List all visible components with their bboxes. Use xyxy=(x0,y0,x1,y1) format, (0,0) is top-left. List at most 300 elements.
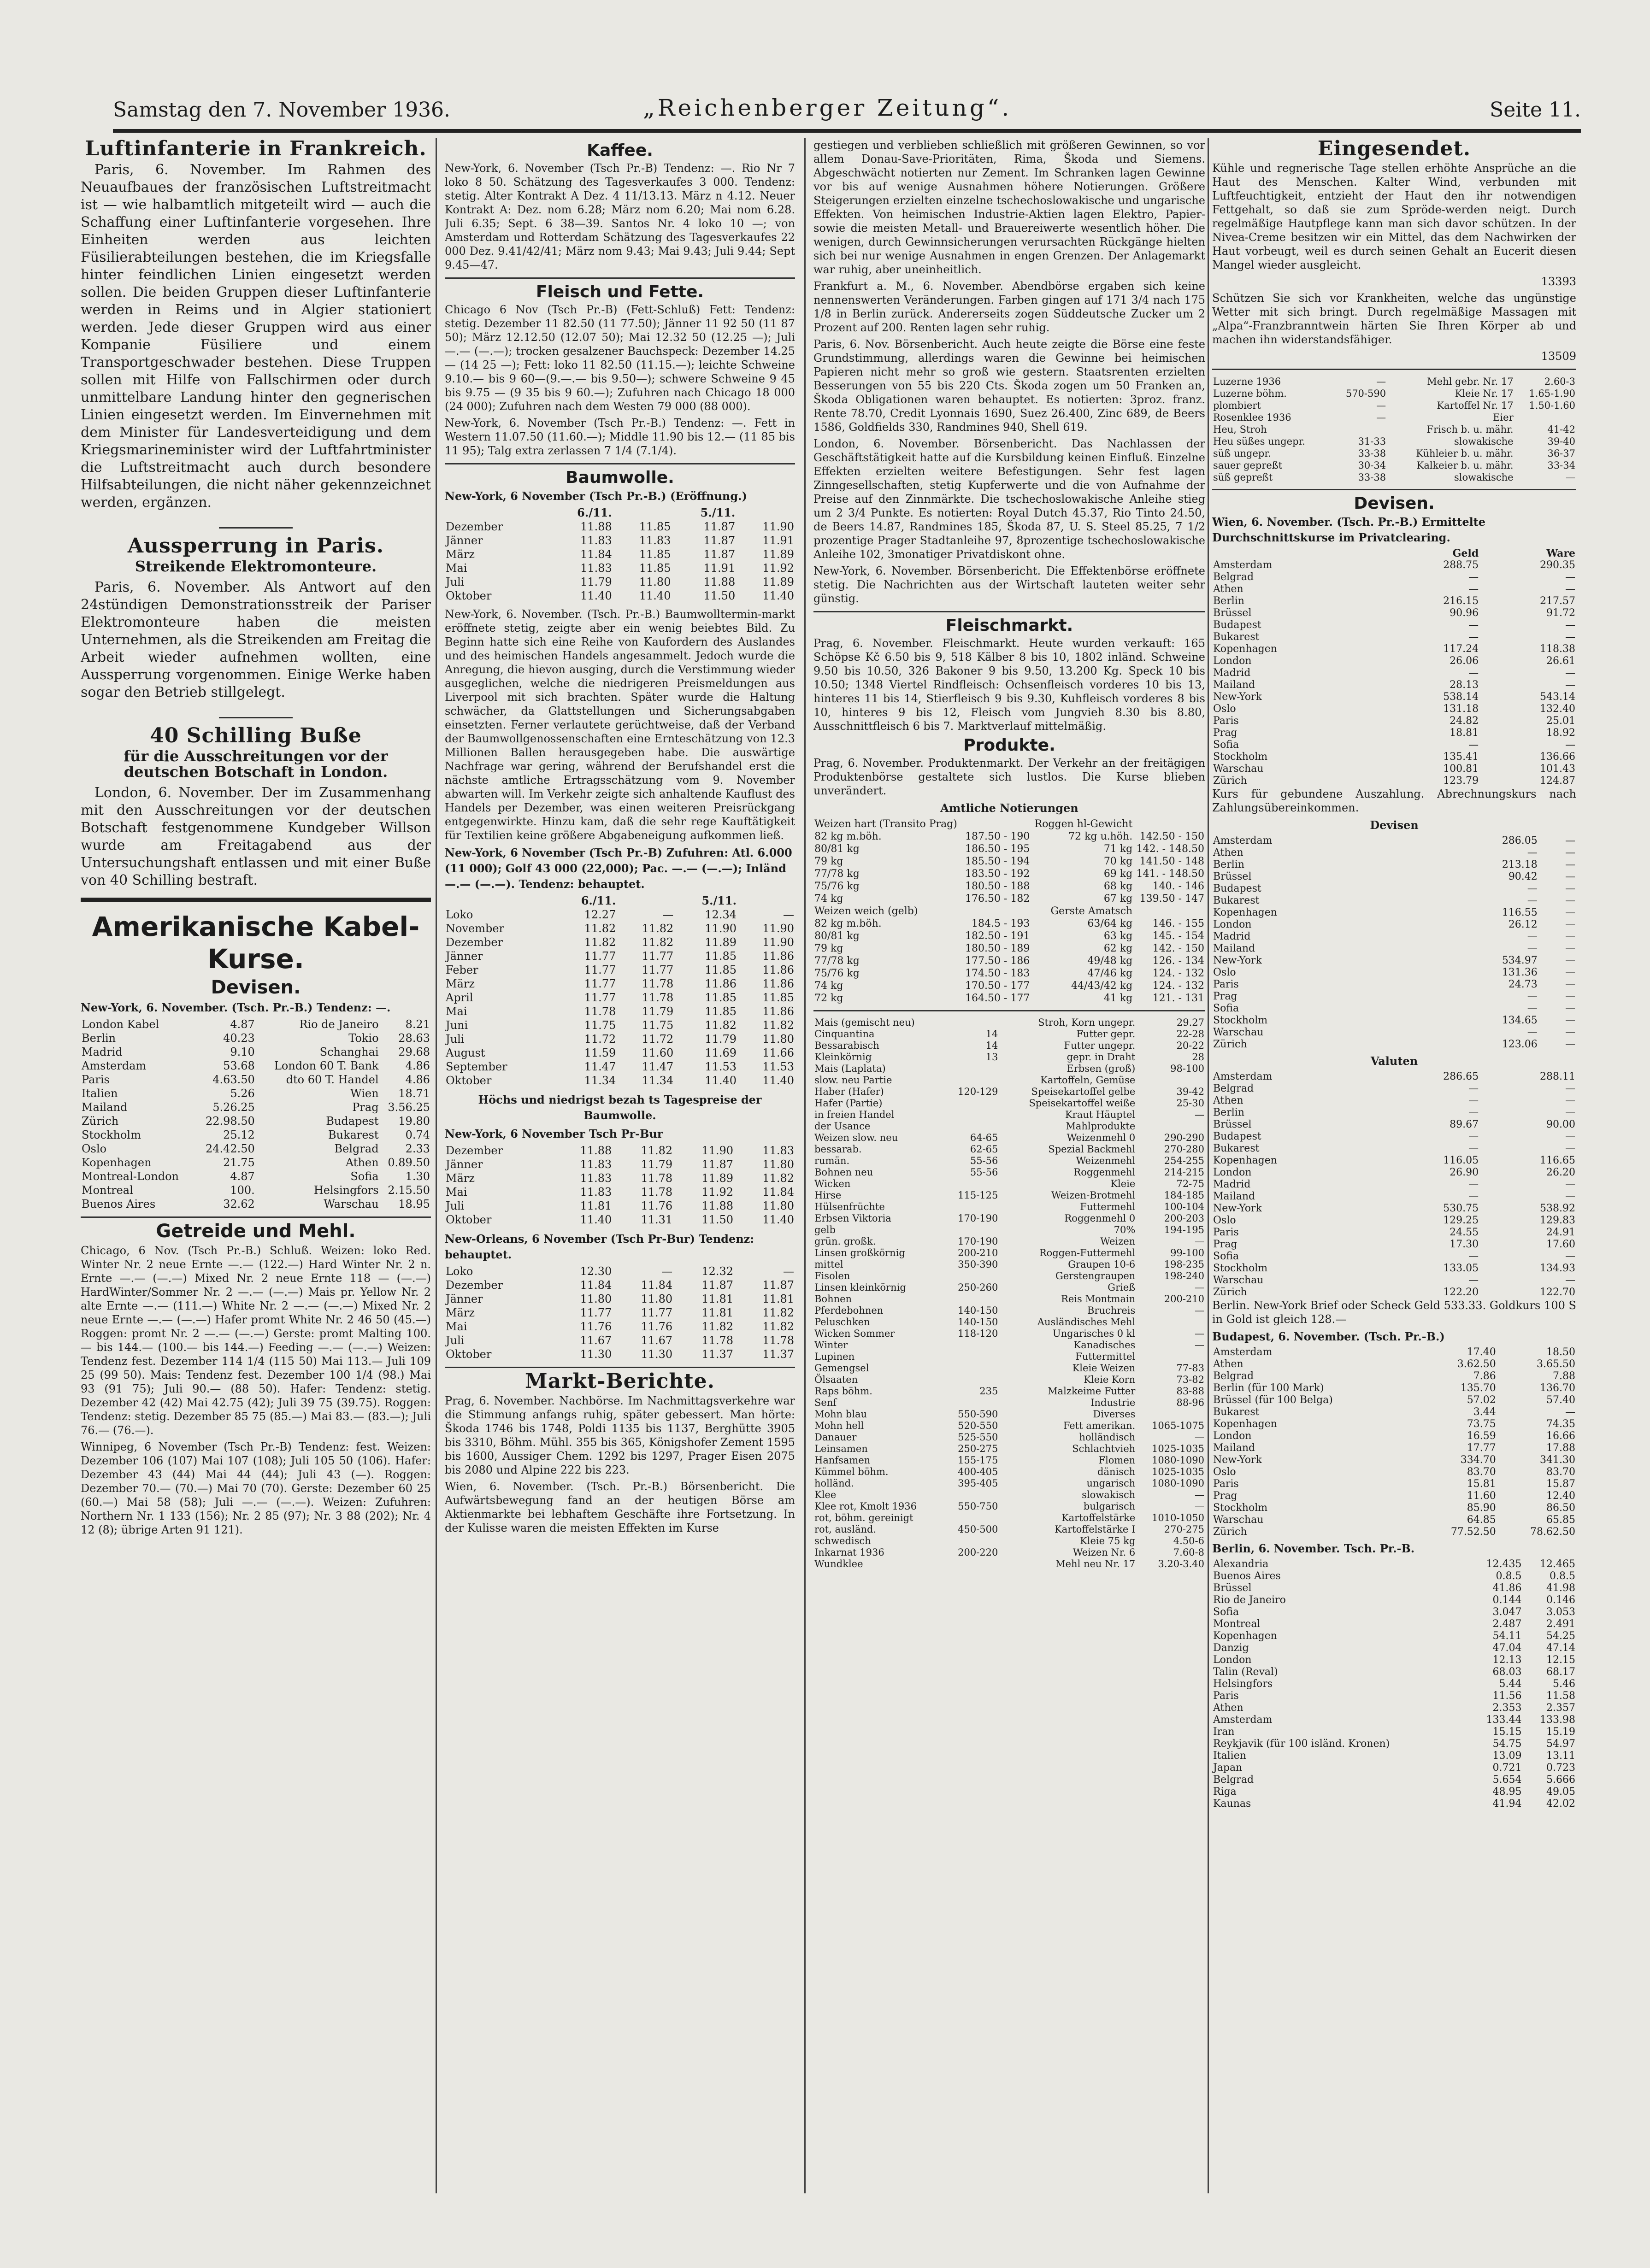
table-row xyxy=(1212,1594,1576,1606)
table-cell: 142. - 148.50 xyxy=(1136,843,1204,855)
table-cell: 538.92 xyxy=(1540,1203,1575,1214)
baumwolle-header-2: New-York, 6 November (Tsch Pr.-B) Zufuhren: Atl. 6.000 (11 000); Golf 43 000 (22,000); Pac. —.— (—.—); Inländ —.— (—.—). Tendenz: behauptet. xyxy=(445,846,792,891)
table-row xyxy=(445,963,795,977)
table-cell: 11.86 xyxy=(762,964,794,976)
table-row xyxy=(1212,1558,1576,1570)
table-cell: Kopenhagen xyxy=(1213,1155,1277,1166)
table-cell: 11.89 xyxy=(762,548,794,561)
table-row xyxy=(81,1017,431,1031)
table-cell: 11.82 xyxy=(762,1019,794,1032)
table-cell: 1065-1075 xyxy=(1152,1420,1204,1431)
table-row xyxy=(1212,1239,1576,1251)
table-cell: 11.80 xyxy=(762,1199,794,1212)
table-row xyxy=(445,1046,795,1060)
table-cell: 11.85 xyxy=(639,562,671,575)
table-cell: 0.144 xyxy=(1492,1594,1522,1606)
table-cell: 286.05 xyxy=(1502,835,1538,846)
table-cell: 180.50 - 189 xyxy=(965,943,1030,954)
table-cell xyxy=(1514,411,1576,423)
article-title-luftinfanterie: Luftinfanterie in Frankreich. xyxy=(85,138,427,160)
table-cell: Brüssel xyxy=(1213,1119,1252,1130)
table-cell: 11.82 xyxy=(762,1320,794,1333)
table-cell: 100.81 xyxy=(1443,763,1479,775)
table-cell: 1080-1090 xyxy=(1152,1455,1204,1466)
table-cell: Weizen-Brotmehl xyxy=(1051,1190,1136,1201)
table-cell: November xyxy=(446,922,505,935)
table-cell: Budapest xyxy=(1213,883,1261,894)
table-cell: 7.88 xyxy=(1553,1370,1575,1382)
table-row xyxy=(1212,979,1576,991)
produkte-text: Prag, 6. November. Produktenmarkt. Der Verkehr an der freitägigen Produktenbörse gestaltete sich lustlos. Die Kurse blieben unverändert. xyxy=(813,757,1205,797)
section-rule xyxy=(1212,489,1576,490)
table-cell: — xyxy=(1195,1328,1204,1339)
table-cell: Gerstengraupen xyxy=(1055,1270,1136,1281)
table-row xyxy=(1212,1606,1576,1618)
table-cell: 123.06 xyxy=(1502,1039,1538,1050)
table-cell: Italien xyxy=(1213,1750,1246,1762)
table-cell: Bukarest xyxy=(1213,1143,1260,1154)
table-cell: 11.92 xyxy=(701,1186,734,1199)
table-row xyxy=(445,1158,795,1171)
table-row xyxy=(813,1466,1205,1478)
table-cell: Belgrad xyxy=(1213,1083,1254,1094)
table-cell: 11.85 xyxy=(705,1005,737,1018)
table-row xyxy=(1212,1095,1576,1107)
column-header xyxy=(1212,547,1383,559)
separator xyxy=(81,707,431,723)
table-cell: 26.61 xyxy=(1546,655,1575,667)
table-cell: — xyxy=(1195,1282,1204,1293)
table-cell: 39-40 xyxy=(1547,436,1575,447)
table-row xyxy=(1212,1027,1576,1039)
section-title-marktberichte: Markt-Berichte. xyxy=(525,1369,715,1393)
table-cell: 11.83 xyxy=(580,562,612,575)
baumwolle-table-1 xyxy=(445,506,795,603)
table-cell: Weizenmehl xyxy=(1076,1155,1136,1166)
table-cell: 12.34 xyxy=(705,908,737,921)
table-cell: 126. - 134 xyxy=(1152,955,1204,967)
table-cell: Amsterdam xyxy=(1213,1071,1273,1082)
table-row xyxy=(445,1018,795,1032)
table-cell: März xyxy=(446,1306,475,1319)
table-cell: Flomen xyxy=(1098,1455,1136,1466)
table-cell: Amsterdam xyxy=(1213,1346,1273,1358)
table-cell: Heu süßes ungepr. xyxy=(1213,436,1305,447)
table-cell: 286.65 xyxy=(1443,1071,1479,1082)
table-cell: Prag xyxy=(1213,1239,1238,1250)
table-cell xyxy=(946,1363,999,1374)
table-cell: 11.50 xyxy=(703,589,736,602)
table-cell: 350-390 xyxy=(958,1259,998,1270)
table-cell: 11.79 xyxy=(642,1005,674,1018)
table-cell: Mohn hell xyxy=(814,1420,864,1431)
markt-text: Prag, 6. November. Nachbörse. Im Nachmittagsverkehre war die Stimmung anfangs ruhig, später gebessert. Man hörte: Škoda 1746 bis 1748, Poldi 1135 bis 1137, Berghütte 3905 bis 3310, Böhm. Mühl. 355 bis 365, Königshofer Zement 1595 bis 1600, Aussiger Chem. 1292 bis 1297, Prager Eisen 2075 bis 2080 und Alpine 222 bis 223. xyxy=(445,1394,795,1476)
table-cell: London xyxy=(1213,1430,1252,1442)
table-cell: 2.487 xyxy=(1492,1618,1522,1630)
table-cell: 9.10 xyxy=(230,1046,255,1058)
table-cell: Budapest xyxy=(326,1115,379,1128)
table-cell: 146. - 155 xyxy=(1152,918,1204,929)
table-cell: 13.11 xyxy=(1546,1750,1575,1762)
table-cell: Oslo xyxy=(1213,1215,1236,1226)
table-row xyxy=(813,992,1205,1005)
table-cell: Wicken xyxy=(814,1178,851,1189)
frankfurt-text: Frankfurt a. M., 6. November. Abendbörse ergaben sich keine nennenswerten Veränderungen. Farben gingen auf 171 3/4 nach 175 1/8 in Berlin zurück. Andererseits zogen Süddeutsche Zucker um 2 Prozent auf 200. Renten lagen sehr ruhig. xyxy=(813,280,1205,334)
table-cell: 1.50-1.60 xyxy=(1529,400,1575,411)
table-row xyxy=(81,1100,431,1114)
table-cell: 82 kg m.böh. xyxy=(814,831,882,842)
table-cell: 118-120 xyxy=(958,1328,998,1339)
table-row xyxy=(445,1005,795,1018)
table-row xyxy=(813,930,1205,942)
table-row xyxy=(1212,1798,1576,1810)
table-cell: 49.05 xyxy=(1546,1786,1575,1798)
table-cell: 21.75 xyxy=(223,1156,255,1169)
table-cell: 14 xyxy=(985,1040,998,1051)
table-cell: 24.73 xyxy=(1508,979,1538,990)
table-cell: 11.80 xyxy=(580,1293,612,1305)
table-cell: 11.40 xyxy=(762,1074,794,1087)
table-cell: 11.78 xyxy=(641,1172,673,1185)
table-cell: Haber (Hafer) xyxy=(814,1086,884,1097)
table-cell: slowakische xyxy=(1454,436,1514,447)
table-cell: 4.50-6 xyxy=(1173,1535,1204,1546)
column-header: 5./11. xyxy=(700,506,736,519)
table-cell: Dezember xyxy=(446,520,503,533)
column-4 xyxy=(1212,138,1576,2221)
table-cell: 1.30 xyxy=(405,1170,430,1183)
table-cell: Oktober xyxy=(446,1074,492,1087)
table-cell: rot, böhm. gereinigt xyxy=(814,1512,913,1523)
table-cell: 11.81 xyxy=(701,1293,734,1305)
table-cell: 74 kg xyxy=(814,980,843,992)
table-cell xyxy=(946,1063,999,1075)
table-cell: 11.77 xyxy=(584,991,616,1004)
table-cell: Kopenhagen xyxy=(1213,643,1277,655)
table-row xyxy=(81,1142,431,1156)
table-row xyxy=(813,917,1205,930)
table-row xyxy=(1212,643,1576,655)
table-cell: 15.81 xyxy=(1467,1478,1496,1490)
table-cell: 200-210 xyxy=(958,1247,998,1258)
table-cell: — xyxy=(1195,1305,1204,1316)
table-cell: Mai xyxy=(446,1005,467,1018)
table-cell: 11.75 xyxy=(584,1019,616,1032)
table-cell: Rio de Janeiro xyxy=(1213,1594,1286,1606)
table-cell: holländisch xyxy=(1079,1432,1136,1443)
table-cell xyxy=(946,1098,999,1109)
table-cell: — xyxy=(1468,631,1479,643)
table-row xyxy=(1212,739,1576,751)
table-cell: 11.83 xyxy=(762,1144,794,1157)
table-cell: Frisch b. u. mähr. xyxy=(1426,424,1514,435)
table-cell: 41-42 xyxy=(1547,424,1575,435)
table-row xyxy=(1212,376,1576,388)
table-cell: 22-28 xyxy=(1176,1028,1204,1040)
table-cell: 4.87 xyxy=(230,1170,255,1183)
table-cell: Juli xyxy=(446,1199,465,1212)
table-cell: 129.83 xyxy=(1540,1215,1575,1226)
table-cell: Roggenmehl 0 xyxy=(1064,1213,1136,1224)
table-row xyxy=(1212,1762,1576,1774)
table-cell: 1025-1035 xyxy=(1152,1443,1204,1454)
table-cell: 550-750 xyxy=(958,1501,998,1512)
table-cell: Dezember xyxy=(446,936,503,949)
table-row xyxy=(813,1328,1205,1340)
table-cell: 11.50 xyxy=(701,1213,734,1226)
table-cell: 341.30 xyxy=(1540,1454,1575,1466)
table-cell: August xyxy=(446,1046,485,1059)
table-cell: 133.05 xyxy=(1443,1263,1479,1274)
table-cell: 11.88 xyxy=(580,1144,612,1157)
table-cell: 11.83 xyxy=(580,1158,612,1171)
table-row xyxy=(1212,1191,1576,1203)
table-cell: 135.70 xyxy=(1460,1382,1496,1394)
section-title-eingesendet: Eingesendet. xyxy=(1317,138,1471,160)
table-cell: 77-83 xyxy=(1176,1363,1204,1374)
table-cell: mittel xyxy=(814,1259,843,1270)
newyork-text: New-York, 6. November. Börsenbericht. Die Effektenbörse eröffnete stetig. Die Nachrichten aus der Wirtschaft lauteten weiter sehr günstig. xyxy=(813,564,1205,605)
table-cell: 85.90 xyxy=(1467,1502,1496,1514)
baumwolle-table-3 xyxy=(445,1144,795,1227)
table-row xyxy=(813,1535,1205,1547)
table-cell: — xyxy=(1565,1191,1575,1202)
table-cell: 11.82 xyxy=(762,1172,794,1185)
table-row xyxy=(1212,447,1576,459)
table-row xyxy=(81,1031,431,1045)
table-row xyxy=(813,1282,1205,1293)
table-row xyxy=(1212,607,1576,619)
table-cell: Danzig xyxy=(1213,1642,1249,1654)
table-row xyxy=(1212,763,1576,775)
table-header-row xyxy=(1212,547,1576,559)
table-cell: Spezial Backmehl xyxy=(1048,1144,1136,1155)
table-cell: Luzerne 1936 xyxy=(1213,376,1281,387)
table-cell: 5.44 xyxy=(1499,1678,1522,1690)
table-cell: 63/64 kg xyxy=(1087,918,1133,929)
table-cell: 3.053 xyxy=(1546,1606,1575,1618)
table-cell: — xyxy=(1565,871,1575,882)
table-cell: 26.12 xyxy=(1508,919,1538,930)
table-cell: Zürich xyxy=(1213,1287,1247,1298)
article-title-aussperrung: Aussperrung in Paris. xyxy=(127,534,384,558)
table-row xyxy=(1212,1490,1576,1502)
table-cell: Erbsen (groß) xyxy=(1067,1063,1136,1074)
table-cell: 41.98 xyxy=(1546,1582,1575,1594)
table-cell: 90.00 xyxy=(1546,1119,1575,1130)
table-cell: Hafer (Partie) xyxy=(814,1098,883,1109)
table-row xyxy=(1212,1155,1576,1167)
table-cell: 26.06 xyxy=(1450,655,1479,667)
table-row xyxy=(813,967,1205,980)
table-row xyxy=(813,942,1205,955)
table-row xyxy=(1212,423,1576,435)
table-cell: London xyxy=(1213,1654,1252,1666)
table-row xyxy=(813,818,1205,830)
table-row xyxy=(81,1073,431,1087)
section-rule xyxy=(81,898,431,902)
table-cell: Kopenhagen xyxy=(1213,1630,1277,1642)
table-cell: 11.90 xyxy=(762,936,794,949)
table-row xyxy=(81,1197,431,1211)
table-row xyxy=(1212,1131,1576,1143)
table-row xyxy=(1212,1071,1576,1083)
table-cell: 11.56 xyxy=(1492,1690,1522,1702)
header-paper-title: „Reichenberger Zeitung“. xyxy=(643,94,1012,121)
table-cell: Kartoffelstärke xyxy=(1061,1512,1136,1523)
table-row xyxy=(1212,1287,1576,1299)
table-cell: 11.80 xyxy=(641,1293,673,1305)
column-header xyxy=(737,894,795,908)
table-row xyxy=(813,1443,1205,1455)
valuten-title: Valuten xyxy=(1370,1054,1418,1068)
column-header: Geld xyxy=(1452,547,1479,559)
table-row xyxy=(1212,1442,1576,1454)
table-cell: 0.89.50 xyxy=(388,1156,430,1169)
table-cell: 538.14 xyxy=(1443,691,1479,703)
table-cell: 4.63.50 xyxy=(212,1073,255,1086)
table-cell: Sofia xyxy=(1213,1606,1239,1618)
table-cell: März xyxy=(446,977,475,990)
table-cell: Malzkeime Futter xyxy=(1048,1386,1136,1397)
table-cell: Bohnen neu xyxy=(814,1167,873,1178)
table-cell: Berlin xyxy=(1213,1107,1244,1118)
section-rule xyxy=(445,463,795,464)
table-row xyxy=(813,1270,1205,1282)
table-cell: Pferdebohnen xyxy=(814,1305,884,1316)
table-row xyxy=(1212,871,1576,883)
table-cell: 11.87 xyxy=(701,1279,734,1292)
table-cell: Kopenhagen xyxy=(1213,907,1277,918)
table-cell: Weizen hart (Transito Prag) xyxy=(814,818,957,830)
table-cell: Brüssel xyxy=(1213,1582,1252,1594)
table-cell: — xyxy=(1468,1191,1479,1202)
table-cell: Bukarest xyxy=(1213,1406,1260,1418)
table-cell: — xyxy=(1376,400,1386,411)
table-cell: 117.24 xyxy=(1443,643,1479,655)
table-cell: — xyxy=(1565,1039,1575,1050)
table-cell: 49/48 kg xyxy=(1087,955,1133,967)
table-row xyxy=(813,1305,1205,1316)
table-cell: 68.17 xyxy=(1546,1666,1575,1678)
table-cell: Futtermehl xyxy=(1080,1201,1136,1212)
table-cell: 11.92 xyxy=(762,562,794,575)
column-header xyxy=(736,506,795,520)
table-cell: — xyxy=(662,908,674,921)
table-cell: 11.76 xyxy=(641,1320,673,1333)
table-cell: rot, ausländ. xyxy=(814,1524,877,1535)
table-cell: Heu, Stroh xyxy=(1213,424,1267,435)
table-cell: Rio de Janeiro xyxy=(299,1018,379,1031)
table-cell: 198-240 xyxy=(1164,1270,1204,1281)
table-cell: — xyxy=(1565,919,1575,930)
table-cell xyxy=(946,1075,999,1086)
table-cell: der Usance xyxy=(814,1121,871,1132)
table-cell: Sofia xyxy=(1213,1251,1239,1262)
table-cell: 17.30 xyxy=(1450,1239,1479,1250)
devisen-header: New-York, 6. November. (Tsch. Pr.-B.) Tendenz: —. xyxy=(81,1001,391,1014)
table-cell: 62-65 xyxy=(970,1144,998,1155)
table-cell: 11.40 xyxy=(580,589,612,602)
table-cell: Riga xyxy=(1213,1786,1237,1798)
table-cell: Weizen xyxy=(1100,1236,1136,1247)
table-cell: in freien Handel xyxy=(814,1109,895,1120)
table-cell: Stockholm xyxy=(1213,751,1268,763)
baumwolle-table-4 xyxy=(445,1264,795,1361)
table-cell: 270-275 xyxy=(1164,1524,1204,1535)
table-cell: — xyxy=(1468,583,1479,595)
table-cell: Ausländisches Mehl xyxy=(1037,1316,1136,1328)
table-cell: 11.34 xyxy=(584,1074,616,1087)
table-row xyxy=(813,1512,1205,1524)
table-row xyxy=(1212,583,1576,595)
warenliste-table xyxy=(1212,376,1576,483)
table-cell: 11.88 xyxy=(580,520,612,533)
table-cell xyxy=(946,1340,999,1351)
table-row xyxy=(1212,655,1576,667)
table-cell: 11.78 xyxy=(701,1334,734,1347)
table-cell: Ungarisches 0 kl xyxy=(1052,1328,1136,1339)
table-row xyxy=(445,1185,795,1199)
table-cell: 11.86 xyxy=(762,977,794,990)
table-cell: Warschau xyxy=(1213,763,1264,775)
table-cell: Loko xyxy=(446,908,473,921)
table-cell: Brüssel xyxy=(1213,607,1252,619)
table-row xyxy=(1212,883,1576,895)
table-cell: Kleinkörnig xyxy=(814,1052,872,1063)
table-cell: 73.75 xyxy=(1467,1418,1496,1430)
fleisch-text: Chicago 6 Nov (Tsch Pr.-B) (Fett-Schluß) Fett: Tendenz: stetig. Dezember 11 82.50 (11 77.50); Jänner 11 92 50 (11 87 50); März 12.12.50 (12.07 50); Mai 12.32 50 (12.25 —); Juli —.— (—.—); trocken gesalzener Bauchspeck: Dezember 14.25 — (14 25 —); Fett: loko 11 82.50 (11.15.—); leichte Schweine 9.10.— bis 9 60—(9.—.— bis 9.50—); schwere Schweine 9 45 bis 9.75 — (9 35 bis 9 60.—); Zufuhren nach Chicago 18 000 (24 000); Zufuhren nach dem Westen 79 000 (88 000). xyxy=(445,303,795,413)
table-row xyxy=(1212,955,1576,967)
table-cell: 77.52.50 xyxy=(1450,1526,1496,1538)
table-cell: 11.88 xyxy=(701,1199,734,1212)
table-cell: Kopenhagen xyxy=(1213,1418,1277,1430)
table-cell: Montreal-London xyxy=(82,1170,179,1183)
table-cell: 88-96 xyxy=(1176,1397,1204,1408)
table-cell: — xyxy=(783,1265,794,1278)
section-title-fleisch: Fleisch und Fette. xyxy=(536,282,704,301)
alpa-number: 13509 xyxy=(1541,350,1576,363)
table-cell: Danauer xyxy=(814,1432,857,1443)
table-cell: Paris xyxy=(1213,1478,1239,1490)
table-cell: 2.33 xyxy=(405,1142,430,1155)
table-cell: 11.88 xyxy=(703,576,736,588)
table-row xyxy=(1212,679,1576,691)
table-cell: 86.50 xyxy=(1546,1502,1575,1514)
table-cell: 11.67 xyxy=(641,1334,673,1347)
table-cell: Budapest xyxy=(1213,619,1261,631)
table-cell: Cinquantina xyxy=(814,1028,875,1040)
table-cell: 11.80 xyxy=(762,1158,794,1171)
table-cell: Roggen hl-Gewicht xyxy=(1034,818,1133,830)
table-row xyxy=(813,1409,1205,1420)
table-cell: 65.85 xyxy=(1546,1514,1575,1526)
table-row xyxy=(1212,435,1576,447)
table-cell: 44/43/42 kg xyxy=(1071,980,1133,992)
table-cell: 11.78 xyxy=(584,1005,616,1018)
budapest-header: Budapest, 6. November. (Tsch. Pr.-B.) xyxy=(1212,1330,1445,1343)
table-row xyxy=(1212,859,1576,871)
table-cell: — xyxy=(1565,667,1575,679)
table-cell: — xyxy=(1527,931,1538,942)
table-cell: Futtermittel xyxy=(1075,1351,1136,1362)
table-cell: 83-88 xyxy=(1176,1386,1204,1397)
table-cell: 17.40 xyxy=(1467,1346,1496,1358)
table-cell: dto 60 T. Handel xyxy=(286,1073,379,1086)
table-row xyxy=(1212,1618,1576,1630)
table-row xyxy=(1212,967,1576,979)
table-cell: 14 xyxy=(985,1028,998,1040)
